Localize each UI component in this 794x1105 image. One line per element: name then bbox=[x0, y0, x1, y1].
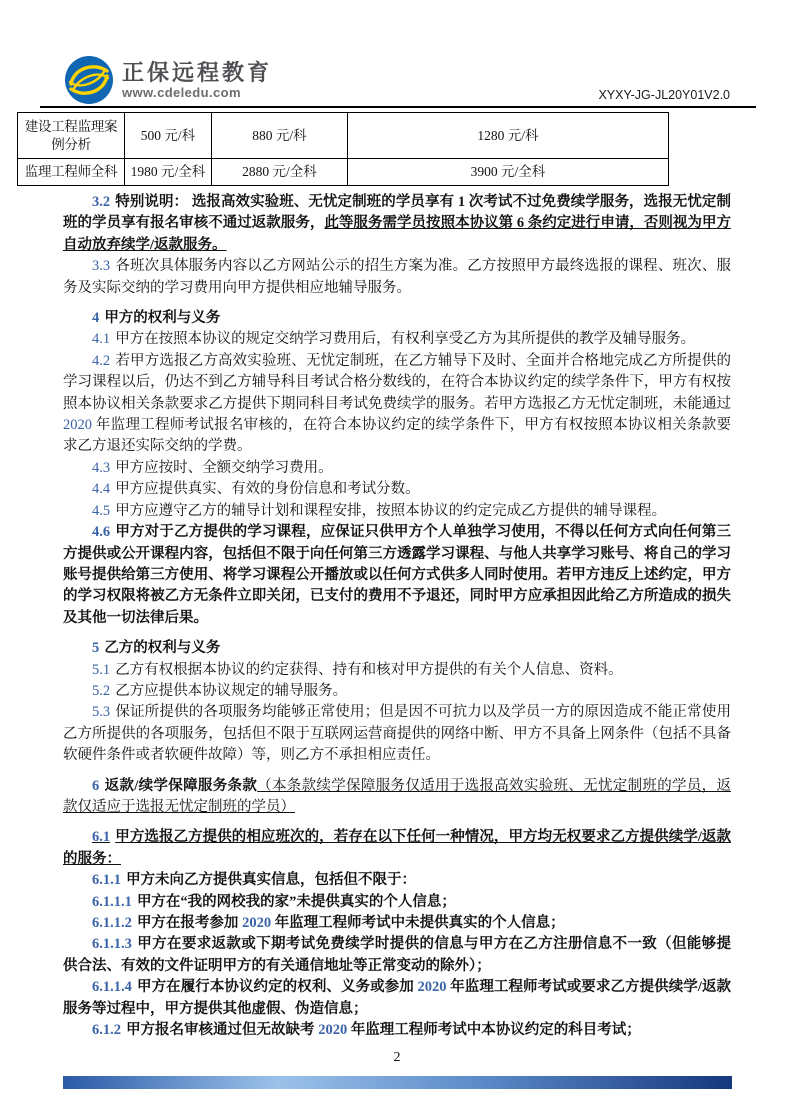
section-heading-4: 4 甲方的权利与义务 bbox=[92, 310, 221, 327]
table-cell-price: 1980 元/全科 bbox=[125, 159, 212, 186]
clause-6-1-1-4: 6.1.1.4 甲方在履行本协议约定的权利、义务或参加 2020 年监理工程师考试或要求乙方提供续学/返款服务等过程中，甲方提供其他虚假、伪造信息； bbox=[63, 979, 732, 1017]
table-cell-price: 880 元/科 bbox=[212, 113, 348, 159]
clause-6-1-1-2: 6.1.1.2 甲方在报考参加 2020 年监理工程师考试中未提供真实的个人信息； bbox=[92, 915, 565, 931]
clause-4-6: 4.6 甲方对于乙方提供的学习课程，应保证只供甲方个人单独学习使用，不得以任何方式向任何第三方提供或公开课程内容，包括但不限于向任何第三方透露学习课程、与他人共享学习账号、将自己的学习账号提供给第三方使用、将学习课程公开播放或以任何方式供多人同时使用。若甲方违反上述约定，甲方的学习权限将被乙方无条件立即关闭，已支付的费用不予退还，同时甲方应承担因此给乙方所造成的损失及其他一切法律后果。 bbox=[63, 524, 731, 626]
brand-website: www.cdeledu.com bbox=[122, 84, 241, 100]
table-cell-price: 1280 元/科 bbox=[348, 113, 669, 159]
clause-6-1: 6.1 甲方选报乙方提供的相应班次的，若存在以下任何一种情况，甲方均无权要求乙方提供续学/返款的服务： bbox=[63, 829, 731, 867]
table-cell-subject: 监理工程师全科 bbox=[18, 159, 125, 186]
table-cell-price: 2880 元/全科 bbox=[212, 159, 348, 186]
pricing-table bbox=[17, 112, 669, 186]
clause-6-1-1: 6.1.1 甲方未向乙方提供真实信息，包括但不限于： bbox=[92, 872, 417, 889]
clause-6-1-1-3: 6.1.1.3 甲方在要求返款或下期考试免费续学时提供的信息与甲方在乙方注册信息不一致（但能够提供合法、有效的文件证明甲方的有关通信地址等正常变动的除外）； bbox=[63, 936, 731, 974]
clause-6-1-2: 6.1.2 甲方报名审核通过但无故缺考 2020 年监理工程师考试中本协议约定的科目考试； bbox=[92, 1022, 641, 1039]
table-cell-price: 3900 元/全科 bbox=[348, 159, 669, 186]
clause-4-1: 4.1 甲方在按照本协议的规定交纳学习费用后，有权利享受乙方为其所提供的教学及辅导服务。 bbox=[92, 331, 696, 348]
clause-6-1-1-1: 6.1.1.1 甲方在“我的网校我的家”未提供真实的个人信息； bbox=[92, 893, 456, 910]
section-heading-6: 6 返款/续学保障服务条款（本条款续学保障服务仅适用于选报高效实验班、无忧定制班的学员，返款仅适应于选报无忧定制班的学员） bbox=[63, 777, 731, 815]
brand-logo bbox=[64, 55, 272, 105]
brand-name: 正保远程教育 bbox=[122, 59, 273, 85]
clause-4-2: 4.2 若甲方选报乙方高效实验班、无忧定制班，在乙方辅导下及时、全面并合格地完成乙方所提供的学习课程以后，仍达不到乙方辅导科目考试合格分数线的，在符合本协议约定的续学条件下，甲方有权按照本协议相关条款要求乙方提供下期同科目考试免费续学的服务。若甲方选报乙方无忧定制班，未能通过 2020 年监理工程师考试报名审核的，在符合本协议约定的续学条件下，甲方有权按照本协议相关条款要求乙方退还实际交纳的学费。 bbox=[63, 352, 731, 455]
contract-body bbox=[0, 186, 794, 1066]
page-number: 2 bbox=[393, 1050, 401, 1066]
clause-4-4: 4.4 甲方应提供真实、有效的身份信息和考试分数。 bbox=[92, 481, 420, 498]
section-heading-5: 5 乙方的权利与义务 bbox=[92, 640, 221, 657]
clause-4-3: 4.3 甲方应按时、全额交纳学习费用。 bbox=[92, 459, 333, 476]
document-code: XYXY-JG-JL20Y01V2.0 bbox=[598, 88, 730, 102]
brand-text-block bbox=[122, 61, 272, 100]
table-cell-price: 500 元/科 bbox=[125, 113, 212, 159]
footer-gradient-bar bbox=[63, 1076, 732, 1089]
clause-4-5: 4.5 甲方应遵守乙方的辅导计划和课程安排，按照本协议的约定完成乙方提供的辅导课程。 bbox=[92, 502, 667, 519]
clause-5-1: 5.1 乙方有权根据本协议的约定获得、持有和核对甲方提供的有关个人信息、资料。 bbox=[92, 661, 623, 678]
clause-5-2: 5.2 乙方应提供本协议规定的辅导服务。 bbox=[92, 682, 348, 699]
table-row bbox=[18, 159, 669, 186]
header-divider bbox=[40, 106, 756, 108]
clause-3-2: 3.2 特别说明： 选报高效实验班、无忧定制班的学员享有 1 次考试不过免费续学服务，选报无忧定制班的学员享有报名审核不通过返款服务，此等服务需学员按照本协议第 6 条约定进行申请，否则视为甲方自动放弃续学/返款服务。 bbox=[63, 194, 731, 253]
table-row bbox=[18, 113, 669, 159]
heading-6-note: （本条款续学保障服务仅适用于选报高效实验班、无忧定制班的学员，返款仅适应于选报无忧定制班的学员） bbox=[63, 777, 731, 815]
brand-swirl-icon bbox=[64, 55, 114, 105]
clause-3-3: 3.3 各班次具体服务内容以乙方网站公示的招生方案为准。乙方按照甲方最终选报的课程、班次、服务及实际交纳的学习费用向甲方提供相应地辅导服务。 bbox=[63, 258, 731, 296]
clause-5-3: 5.3 保证所提供的各项服务均能够正常使用；但是因不可抗力以及学员一方的原因造成不能正常使用乙方所提供的各项服务，包括但不限于互联网运营商提供的网络中断、甲方不具备上网条件（包括不具备软硬件条件或者软硬件故障）等，则乙方不承担相应责任。 bbox=[63, 704, 731, 764]
page-header bbox=[0, 0, 794, 108]
table-cell-subject: 建设工程监理案例分析 bbox=[18, 113, 125, 159]
